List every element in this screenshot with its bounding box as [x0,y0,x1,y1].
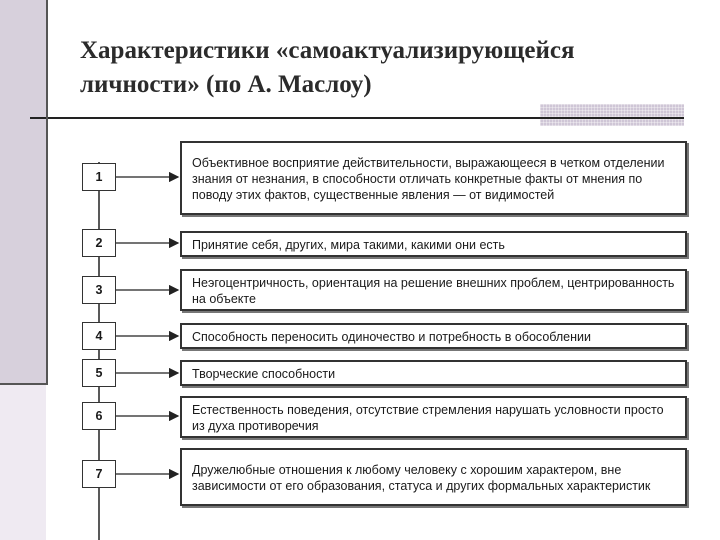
item-text-3: Неэгоцентричность, ориентация на решение внешних проблем, центрированность на объекте [180,269,687,311]
item-text-7: Дружелюбные отношения к любому человеку с хорошим характером, вне зависимости от его образования, статуса и других формальных характеристик [180,448,687,506]
item-number-5: 5 [82,359,116,387]
item-text-4: Способность переносить одиночество и потребность в обособлении [180,323,687,349]
item-number-6: 6 [82,402,116,430]
item-number-3: 3 [82,276,116,304]
item-text-1: Объективное восприятие действительности, выражающееся в четком отделении знания от незнания, в способности отличать конкретные факты от мнения по поводу этих фактов, существенные явления — от видимостей [180,141,687,215]
item-number-4: 4 [82,322,116,350]
item-text-2: Принятие себя, других, мира такими, какими они есть [180,231,687,257]
item-number-1: 1 [82,163,116,191]
item-number-2: 2 [82,229,116,257]
item-number-7: 7 [82,460,116,488]
item-text-5: Творческие способности [180,360,687,386]
slide-title: Характеристики «самоактуализирующейся личности» (по А. Маслоу) [80,37,575,98]
item-text-6: Естественность поведения, отсутствие стремления нарушать условности просто из духа противоречия [180,396,687,438]
